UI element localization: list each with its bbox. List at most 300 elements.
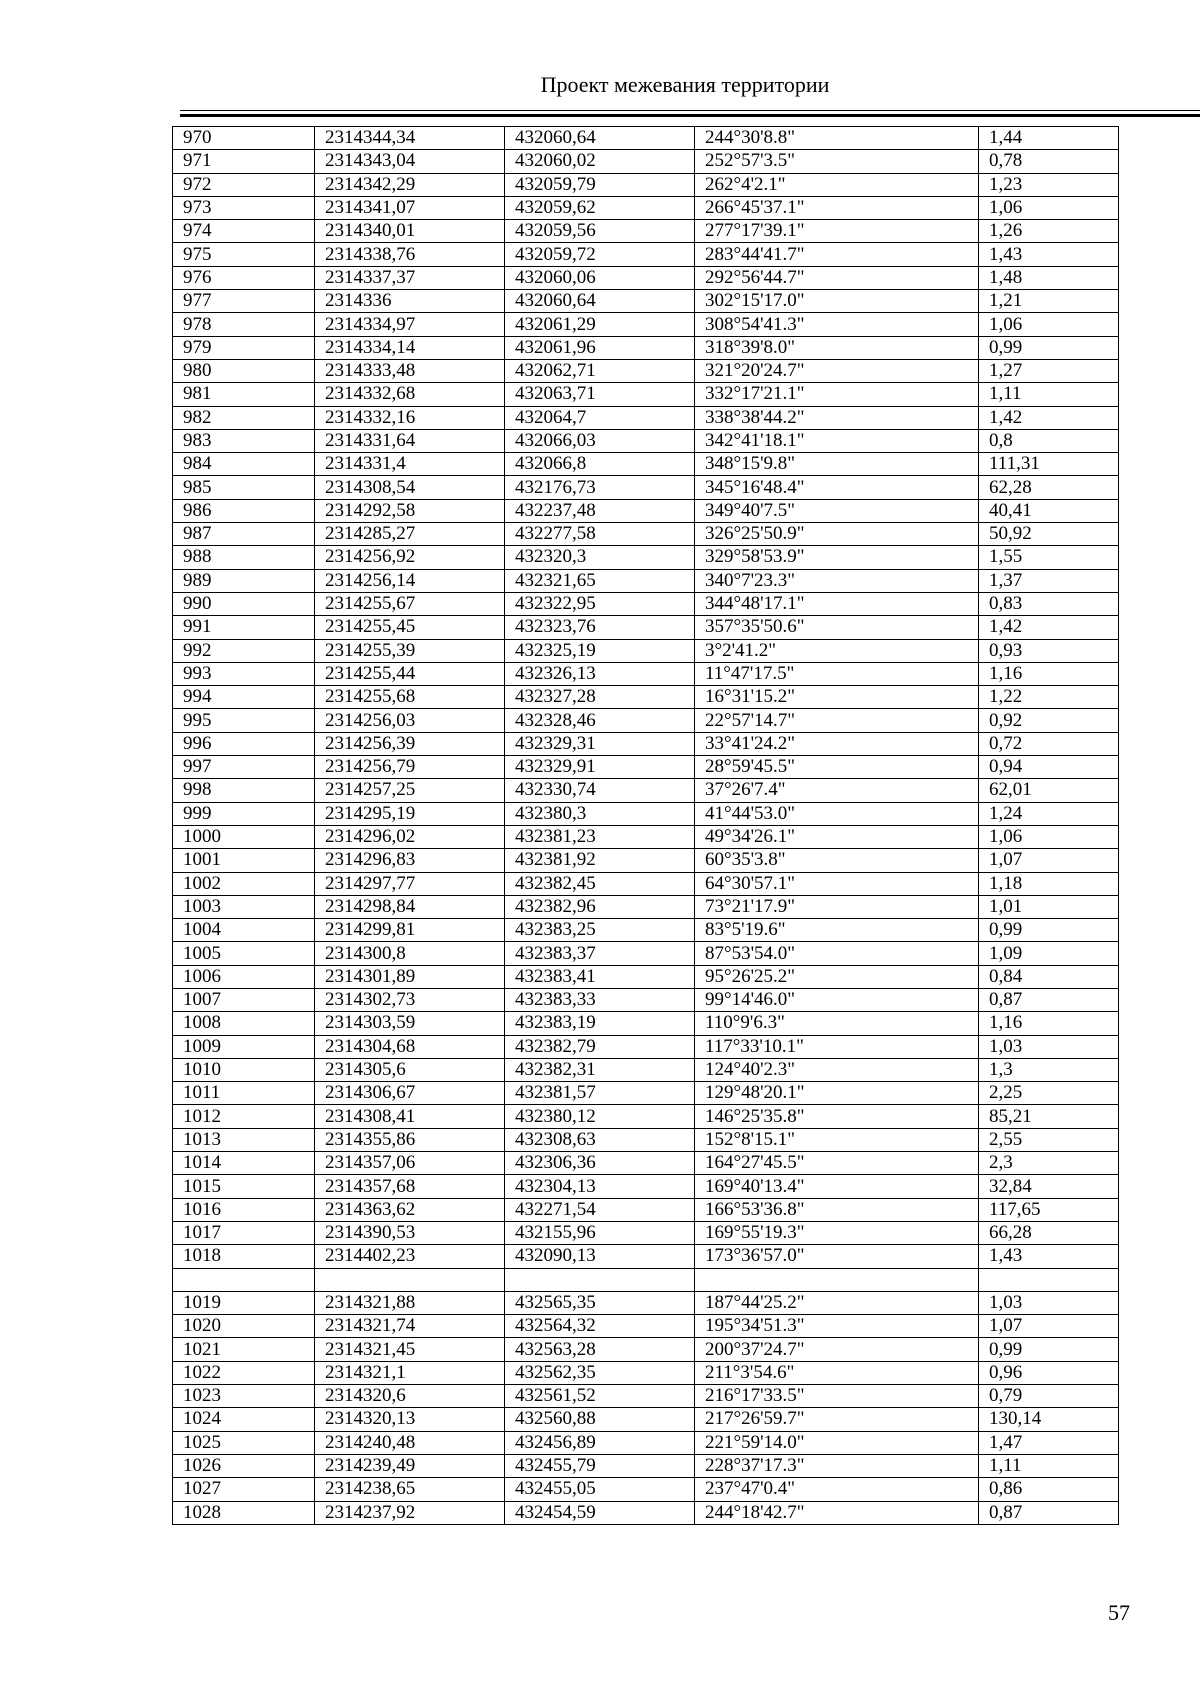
point-number-cell: 1016	[173, 1198, 315, 1221]
point-number-cell: 977	[173, 290, 315, 313]
y-coordinate-cell: 432326,13	[505, 662, 695, 685]
y-coordinate-cell: 432562,35	[505, 1361, 695, 1384]
x-coordinate-cell: 2314255,67	[315, 592, 505, 615]
direction-angle-cell: 302°15'17.0"	[695, 290, 979, 313]
distance-cell: 0,87	[979, 988, 1119, 1011]
x-coordinate-cell: 2314255,68	[315, 686, 505, 709]
direction-angle-cell: 216°17'33.5"	[695, 1385, 979, 1408]
table-row	[173, 220, 1119, 243]
x-coordinate-cell: 2314340,01	[315, 220, 505, 243]
y-coordinate-cell: 432155,96	[505, 1221, 695, 1244]
x-coordinate-cell: 2314320,6	[315, 1385, 505, 1408]
direction-angle-cell: 124°40'2.3"	[695, 1058, 979, 1081]
point-number-cell: 1000	[173, 825, 315, 848]
y-coordinate-cell: 432321,65	[505, 569, 695, 592]
distance-cell: 0,96	[979, 1361, 1119, 1384]
y-coordinate-cell: 432176,73	[505, 476, 695, 499]
direction-angle-cell: 49°34'26.1"	[695, 825, 979, 848]
y-coordinate-cell: 432383,41	[505, 965, 695, 988]
y-coordinate-cell: 432059,56	[505, 220, 695, 243]
point-number-cell: 1009	[173, 1035, 315, 1058]
y-coordinate-cell: 432330,74	[505, 779, 695, 802]
table-row	[173, 1408, 1119, 1431]
point-number-cell	[173, 1268, 315, 1291]
table-row	[173, 779, 1119, 802]
distance-cell	[979, 1268, 1119, 1291]
point-number-cell: 971	[173, 150, 315, 173]
y-coordinate-cell: 432060,64	[505, 290, 695, 313]
direction-angle-cell: 169°40'13.4"	[695, 1175, 979, 1198]
direction-angle-cell: 37°26'7.4"	[695, 779, 979, 802]
distance-cell: 1,43	[979, 1245, 1119, 1268]
y-coordinate-cell: 432383,19	[505, 1012, 695, 1035]
direction-angle-cell: 228°37'17.3"	[695, 1454, 979, 1477]
x-coordinate-cell: 2314390,53	[315, 1221, 505, 1244]
x-coordinate-cell: 2314334,14	[315, 336, 505, 359]
header-rule-thin	[180, 110, 1200, 111]
x-coordinate-cell: 2314304,68	[315, 1035, 505, 1058]
x-coordinate-cell: 2314255,39	[315, 639, 505, 662]
x-coordinate-cell: 2314333,48	[315, 359, 505, 382]
point-number-cell: 988	[173, 546, 315, 569]
distance-cell: 1,06	[979, 196, 1119, 219]
table-row	[173, 1198, 1119, 1221]
table-row	[173, 523, 1119, 546]
coordinates-table	[172, 126, 1119, 1525]
table-row	[173, 942, 1119, 965]
point-number-cell: 1027	[173, 1478, 315, 1501]
page-number: 57	[1108, 1600, 1130, 1625]
table-row	[173, 1175, 1119, 1198]
y-coordinate-cell: 432325,19	[505, 639, 695, 662]
x-coordinate-cell: 2314331,4	[315, 453, 505, 476]
point-number-cell: 991	[173, 616, 315, 639]
distance-cell: 0,99	[979, 919, 1119, 942]
direction-angle-cell: 195°34'51.3"	[695, 1315, 979, 1338]
y-coordinate-cell: 432560,88	[505, 1408, 695, 1431]
y-coordinate-cell: 432383,25	[505, 919, 695, 942]
direction-angle-cell: 110°9'6.3"	[695, 1012, 979, 1035]
distance-cell: 1,42	[979, 406, 1119, 429]
x-coordinate-cell: 2314300,8	[315, 942, 505, 965]
y-coordinate-cell: 432382,45	[505, 872, 695, 895]
x-coordinate-cell: 2314257,25	[315, 779, 505, 802]
distance-cell: 1,06	[979, 313, 1119, 336]
distance-cell: 0,84	[979, 965, 1119, 988]
x-coordinate-cell: 2314343,04	[315, 150, 505, 173]
point-number-cell: 1011	[173, 1082, 315, 1105]
point-number-cell: 983	[173, 429, 315, 452]
point-number-cell: 979	[173, 336, 315, 359]
point-number-cell: 1024	[173, 1408, 315, 1431]
point-number-cell: 1006	[173, 965, 315, 988]
distance-cell: 85,21	[979, 1105, 1119, 1128]
direction-angle-cell: 326°25'50.9"	[695, 523, 979, 546]
direction-angle-cell: 277°17'39.1"	[695, 220, 979, 243]
coordinates-table-body	[173, 127, 1119, 1525]
x-coordinate-cell: 2314334,97	[315, 313, 505, 336]
table-row	[173, 1431, 1119, 1454]
y-coordinate-cell: 432060,06	[505, 266, 695, 289]
table-row	[173, 732, 1119, 755]
direction-angle-cell: 340°7'23.3"	[695, 569, 979, 592]
distance-cell: 1,07	[979, 1315, 1119, 1338]
direction-angle-cell: 221°59'14.0"	[695, 1431, 979, 1454]
direction-angle-cell: 211°3'54.6"	[695, 1361, 979, 1384]
x-coordinate-cell: 2314341,07	[315, 196, 505, 219]
x-coordinate-cell: 2314305,6	[315, 1058, 505, 1081]
direction-angle-cell: 83°5'19.6"	[695, 919, 979, 942]
direction-angle-cell: 117°33'10.1"	[695, 1035, 979, 1058]
x-coordinate-cell: 2314238,65	[315, 1478, 505, 1501]
point-number-cell: 970	[173, 127, 315, 150]
distance-cell: 1,42	[979, 616, 1119, 639]
direction-angle-cell: 329°58'53.9"	[695, 546, 979, 569]
point-number-cell: 985	[173, 476, 315, 499]
distance-cell: 0,8	[979, 429, 1119, 452]
x-coordinate-cell: 2314292,58	[315, 499, 505, 522]
direction-angle-cell: 187°44'25.2"	[695, 1291, 979, 1314]
distance-cell: 0,92	[979, 709, 1119, 732]
distance-cell: 0,78	[979, 150, 1119, 173]
distance-cell: 0,94	[979, 756, 1119, 779]
table-row	[173, 150, 1119, 173]
y-coordinate-cell: 432304,13	[505, 1175, 695, 1198]
x-coordinate-cell: 2314332,68	[315, 383, 505, 406]
point-number-cell: 994	[173, 686, 315, 709]
point-number-cell: 1005	[173, 942, 315, 965]
point-number-cell: 1010	[173, 1058, 315, 1081]
x-coordinate-cell: 2314402,23	[315, 1245, 505, 1268]
table-row	[173, 1501, 1119, 1524]
point-number-cell: 992	[173, 639, 315, 662]
distance-cell: 32,84	[979, 1175, 1119, 1198]
x-coordinate-cell: 2314302,73	[315, 988, 505, 1011]
distance-cell: 0,93	[979, 639, 1119, 662]
y-coordinate-cell: 432564,32	[505, 1315, 695, 1338]
x-coordinate-cell: 2314256,39	[315, 732, 505, 755]
y-coordinate-cell: 432323,76	[505, 616, 695, 639]
y-coordinate-cell: 432059,72	[505, 243, 695, 266]
x-coordinate-cell: 2314308,41	[315, 1105, 505, 1128]
table-row	[173, 546, 1119, 569]
x-coordinate-cell: 2314357,06	[315, 1152, 505, 1175]
table-row	[173, 1105, 1119, 1128]
x-coordinate-cell: 2314320,13	[315, 1408, 505, 1431]
y-coordinate-cell: 432381,23	[505, 825, 695, 848]
distance-cell: 0,79	[979, 1385, 1119, 1408]
table-row	[173, 499, 1119, 522]
direction-angle-cell: 345°16'48.4"	[695, 476, 979, 499]
direction-angle-cell: 169°55'19.3"	[695, 1221, 979, 1244]
y-coordinate-cell: 432382,31	[505, 1058, 695, 1081]
y-coordinate-cell	[505, 1268, 695, 1291]
point-number-cell: 976	[173, 266, 315, 289]
distance-cell: 1,27	[979, 359, 1119, 382]
y-coordinate-cell: 432063,71	[505, 383, 695, 406]
table-row	[173, 569, 1119, 592]
direction-angle-cell: 217°26'59.7"	[695, 1408, 979, 1431]
x-coordinate-cell: 2314255,44	[315, 662, 505, 685]
x-coordinate-cell: 2314332,16	[315, 406, 505, 429]
direction-angle-cell: 3°2'41.2"	[695, 639, 979, 662]
table-row	[173, 429, 1119, 452]
x-coordinate-cell: 2314256,79	[315, 756, 505, 779]
point-number-cell: 987	[173, 523, 315, 546]
direction-angle-cell	[695, 1268, 979, 1291]
distance-cell: 1,55	[979, 546, 1119, 569]
point-number-cell: 1001	[173, 849, 315, 872]
table-row	[173, 476, 1119, 499]
distance-cell: 62,01	[979, 779, 1119, 802]
x-coordinate-cell: 2314357,68	[315, 1175, 505, 1198]
point-number-cell: 978	[173, 313, 315, 336]
table-row	[173, 1268, 1119, 1291]
table-row	[173, 1385, 1119, 1408]
table-row	[173, 616, 1119, 639]
distance-cell: 0,72	[979, 732, 1119, 755]
direction-angle-cell: 262°4'2.1"	[695, 173, 979, 196]
y-coordinate-cell: 432060,02	[505, 150, 695, 173]
y-coordinate-cell: 432322,95	[505, 592, 695, 615]
point-number-cell: 999	[173, 802, 315, 825]
table-row	[173, 1152, 1119, 1175]
table-row	[173, 1035, 1119, 1058]
y-coordinate-cell: 432329,91	[505, 756, 695, 779]
direction-angle-cell: 173°36'57.0"	[695, 1245, 979, 1268]
table-row	[173, 313, 1119, 336]
direction-angle-cell: 164°27'45.5"	[695, 1152, 979, 1175]
table-row	[173, 756, 1119, 779]
table-row	[173, 266, 1119, 289]
point-number-cell: 1003	[173, 895, 315, 918]
x-coordinate-cell: 2314256,03	[315, 709, 505, 732]
x-coordinate-cell: 2314255,45	[315, 616, 505, 639]
y-coordinate-cell: 432561,52	[505, 1385, 695, 1408]
point-number-cell: 1008	[173, 1012, 315, 1035]
direction-angle-cell: 344°48'17.1"	[695, 592, 979, 615]
table-row	[173, 1058, 1119, 1081]
direction-angle-cell: 349°40'7.5"	[695, 499, 979, 522]
y-coordinate-cell: 432380,12	[505, 1105, 695, 1128]
direction-angle-cell: 321°20'24.7"	[695, 359, 979, 382]
y-coordinate-cell: 432383,33	[505, 988, 695, 1011]
table-row	[173, 895, 1119, 918]
distance-cell: 1,18	[979, 872, 1119, 895]
distance-cell: 66,28	[979, 1221, 1119, 1244]
direction-angle-cell: 244°18'42.7"	[695, 1501, 979, 1524]
x-coordinate-cell: 2314296,83	[315, 849, 505, 872]
table-row	[173, 290, 1119, 313]
table-row	[173, 1478, 1119, 1501]
direction-angle-cell: 11°47'17.5"	[695, 662, 979, 685]
direction-angle-cell: 308°54'41.3"	[695, 313, 979, 336]
direction-angle-cell: 41°44'53.0"	[695, 802, 979, 825]
distance-cell: 1,26	[979, 220, 1119, 243]
point-number-cell: 973	[173, 196, 315, 219]
point-number-cell: 1019	[173, 1291, 315, 1314]
y-coordinate-cell: 432060,64	[505, 127, 695, 150]
table-row	[173, 709, 1119, 732]
distance-cell: 1,48	[979, 266, 1119, 289]
point-number-cell: 981	[173, 383, 315, 406]
direction-angle-cell: 357°35'50.6"	[695, 616, 979, 639]
y-coordinate-cell: 432271,54	[505, 1198, 695, 1221]
point-number-cell: 984	[173, 453, 315, 476]
y-coordinate-cell: 432382,79	[505, 1035, 695, 1058]
y-coordinate-cell: 432062,71	[505, 359, 695, 382]
table-row	[173, 919, 1119, 942]
table-row	[173, 336, 1119, 359]
y-coordinate-cell: 432237,48	[505, 499, 695, 522]
x-coordinate-cell: 2314303,59	[315, 1012, 505, 1035]
direction-angle-cell: 16°31'15.2"	[695, 686, 979, 709]
point-number-cell: 1014	[173, 1152, 315, 1175]
distance-cell: 1,21	[979, 290, 1119, 313]
point-number-cell: 1023	[173, 1385, 315, 1408]
x-coordinate-cell: 2314321,74	[315, 1315, 505, 1338]
distance-cell: 1,3	[979, 1058, 1119, 1081]
direction-angle-cell: 342°41'18.1"	[695, 429, 979, 452]
table-row	[173, 592, 1119, 615]
distance-cell: 1,16	[979, 1012, 1119, 1035]
distance-cell: 62,28	[979, 476, 1119, 499]
table-row	[173, 1012, 1119, 1035]
distance-cell: 111,31	[979, 453, 1119, 476]
x-coordinate-cell: 2314321,45	[315, 1338, 505, 1361]
table-row	[173, 173, 1119, 196]
x-coordinate-cell: 2314297,77	[315, 872, 505, 895]
point-number-cell: 1017	[173, 1221, 315, 1244]
x-coordinate-cell: 2314298,84	[315, 895, 505, 918]
point-number-cell: 1028	[173, 1501, 315, 1524]
table-row	[173, 243, 1119, 266]
distance-cell: 1,44	[979, 127, 1119, 150]
y-coordinate-cell: 432066,03	[505, 429, 695, 452]
x-coordinate-cell: 2314308,54	[315, 476, 505, 499]
x-coordinate-cell: 2314239,49	[315, 1454, 505, 1477]
y-coordinate-cell: 432277,58	[505, 523, 695, 546]
y-coordinate-cell: 432381,57	[505, 1082, 695, 1105]
direction-angle-cell: 338°38'44.2"	[695, 406, 979, 429]
direction-angle-cell: 152°8'15.1"	[695, 1128, 979, 1151]
point-number-cell: 982	[173, 406, 315, 429]
y-coordinate-cell: 432061,29	[505, 313, 695, 336]
y-coordinate-cell: 432061,96	[505, 336, 695, 359]
direction-angle-cell: 33°41'24.2"	[695, 732, 979, 755]
table-row	[173, 1245, 1119, 1268]
direction-angle-cell: 95°26'25.2"	[695, 965, 979, 988]
table-row	[173, 872, 1119, 895]
distance-cell: 1,07	[979, 849, 1119, 872]
distance-cell: 1,47	[979, 1431, 1119, 1454]
distance-cell: 0,86	[979, 1478, 1119, 1501]
table-row	[173, 127, 1119, 150]
x-coordinate-cell: 2314237,92	[315, 1501, 505, 1524]
distance-cell: 1,16	[979, 662, 1119, 685]
direction-angle-cell: 64°30'57.1"	[695, 872, 979, 895]
point-number-cell: 1002	[173, 872, 315, 895]
point-number-cell: 1022	[173, 1361, 315, 1384]
table-row	[173, 1291, 1119, 1314]
distance-cell: 1,37	[979, 569, 1119, 592]
table-row	[173, 662, 1119, 685]
table-row	[173, 1361, 1119, 1384]
distance-cell: 2,3	[979, 1152, 1119, 1175]
y-coordinate-cell: 432383,37	[505, 942, 695, 965]
x-coordinate-cell: 2314342,29	[315, 173, 505, 196]
y-coordinate-cell: 432565,35	[505, 1291, 695, 1314]
x-coordinate-cell: 2314295,19	[315, 802, 505, 825]
x-coordinate-cell: 2314355,86	[315, 1128, 505, 1151]
point-number-cell: 1020	[173, 1315, 315, 1338]
point-number-cell: 1004	[173, 919, 315, 942]
page-header-title: Проект межевания территории	[540, 72, 830, 97]
direction-angle-cell: 87°53'54.0"	[695, 942, 979, 965]
x-coordinate-cell: 2314331,64	[315, 429, 505, 452]
distance-cell: 0,83	[979, 592, 1119, 615]
direction-angle-cell: 28°59'45.5"	[695, 756, 979, 779]
x-coordinate-cell: 2314240,48	[315, 1431, 505, 1454]
y-coordinate-cell: 432455,05	[505, 1478, 695, 1501]
table-row	[173, 988, 1119, 1011]
direction-angle-cell: 129°48'20.1"	[695, 1082, 979, 1105]
table-row	[173, 686, 1119, 709]
distance-cell: 40,41	[979, 499, 1119, 522]
y-coordinate-cell: 432382,96	[505, 895, 695, 918]
point-number-cell: 1026	[173, 1454, 315, 1477]
table-row	[173, 1082, 1119, 1105]
point-number-cell: 972	[173, 173, 315, 196]
y-coordinate-cell: 432306,36	[505, 1152, 695, 1175]
y-coordinate-cell: 432454,59	[505, 1501, 695, 1524]
direction-angle-cell: 60°35'3.8"	[695, 849, 979, 872]
distance-cell: 2,25	[979, 1082, 1119, 1105]
header-rule-thick	[180, 114, 1200, 117]
table-row	[173, 849, 1119, 872]
point-number-cell: 974	[173, 220, 315, 243]
x-coordinate-cell: 2314363,62	[315, 1198, 505, 1221]
table-row	[173, 1221, 1119, 1244]
distance-cell: 50,92	[979, 523, 1119, 546]
distance-cell: 1,03	[979, 1035, 1119, 1058]
table-row	[173, 453, 1119, 476]
distance-cell: 117,65	[979, 1198, 1119, 1221]
direction-angle-cell: 348°15'9.8"	[695, 453, 979, 476]
direction-angle-cell: 146°25'35.8"	[695, 1105, 979, 1128]
table-row	[173, 359, 1119, 382]
direction-angle-cell: 252°57'3.5"	[695, 150, 979, 173]
point-number-cell: 989	[173, 569, 315, 592]
direction-angle-cell: 99°14'46.0"	[695, 988, 979, 1011]
y-coordinate-cell: 432327,28	[505, 686, 695, 709]
y-coordinate-cell: 432328,46	[505, 709, 695, 732]
x-coordinate-cell: 2314321,88	[315, 1291, 505, 1314]
x-coordinate-cell: 2314299,81	[315, 919, 505, 942]
distance-cell: 130,14	[979, 1408, 1119, 1431]
direction-angle-cell: 318°39'8.0"	[695, 336, 979, 359]
direction-angle-cell: 283°44'41.7"	[695, 243, 979, 266]
y-coordinate-cell: 432320,3	[505, 546, 695, 569]
direction-angle-cell: 22°57'14.7"	[695, 709, 979, 732]
point-number-cell: 986	[173, 499, 315, 522]
point-number-cell: 1007	[173, 988, 315, 1011]
point-number-cell: 990	[173, 592, 315, 615]
y-coordinate-cell: 432090,13	[505, 1245, 695, 1268]
table-row	[173, 1315, 1119, 1338]
point-number-cell: 1013	[173, 1128, 315, 1151]
table-row	[173, 406, 1119, 429]
